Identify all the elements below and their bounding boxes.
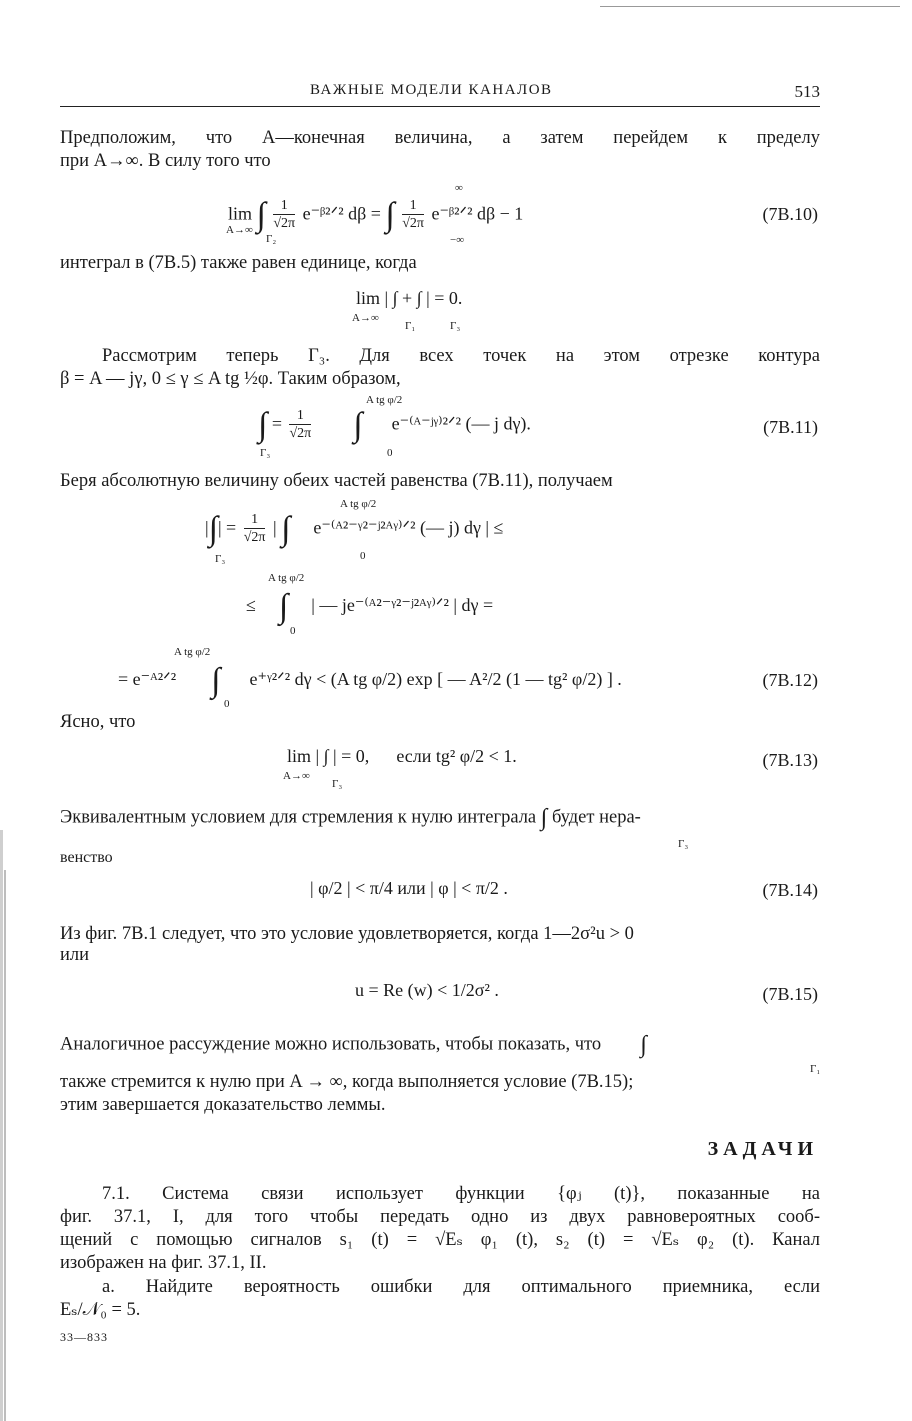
equation-number: (7B.13) xyxy=(762,750,818,770)
problem-7-1-line3: щений с помощью сигналов s₁ (t) = √Eₛ φ₁ (t), s₂ (t) = √Eₛ φ₂ (t). Канал xyxy=(60,1230,820,1250)
equation-7b12-line1: |∫| = $\frac{1}{√2\pi}$ | ∫ e⁻⁽ᴬ²⁻ᵞ²⁻ʲ²ᴬᵞ⁾ᐟ² (— j) dγ | ≤ xyxy=(205,510,504,548)
fraction: $\frac{1}{√2\pi}$ xyxy=(289,408,312,441)
equation-number: (7B.14) xyxy=(762,880,818,900)
paragraph-intro-cont: при A→∞. В силу того что xyxy=(60,151,271,171)
contour-label: Γ₂ xyxy=(266,233,277,245)
contour-label: Γ₃ xyxy=(215,553,226,565)
integral-sign: ∫ xyxy=(281,510,291,548)
paragraph-figure-cont: или xyxy=(60,945,90,965)
lim-label: lim xyxy=(356,288,381,308)
equation-limit-sum xyxy=(356,288,462,309)
fraction: $\frac{1}{√2\pi}$ xyxy=(243,512,266,545)
equation-number: (7B.12) xyxy=(762,670,818,690)
fraction: $\frac{1}{√2\pi}$ xyxy=(402,198,424,231)
paragraph-contour: Рассмотрим теперь Γ₃. Для всех точек на этом отрезке контура xyxy=(102,346,820,366)
lower-limit: 0 xyxy=(360,550,366,562)
signature-mark: 33—833 xyxy=(60,1330,108,1344)
lim-label: lim xyxy=(228,203,253,224)
lim-subscript: A→∞ xyxy=(226,224,253,236)
upper-limit: A tg φ/2 xyxy=(268,572,305,584)
integral-sign: ∫ xyxy=(256,196,266,234)
lower-limit: −∞ xyxy=(450,234,465,246)
problem-7-1-line4: изображен на фиг. 37.1, II. xyxy=(60,1253,267,1273)
condition: если tg² φ/2 < 1. xyxy=(396,746,517,766)
paragraph-intro: Предположим, что A—конечная величина, а затем перейдем к пределу xyxy=(60,128,820,148)
upper-limit: A tg φ/2 xyxy=(366,394,403,406)
top-scan-rule xyxy=(600,6,900,7)
integrand-rhs: e⁻ᵝ²ᐟ² dβ − 1 xyxy=(431,203,524,224)
integrand: e⁺ᵞ²ᐟ² dγ < (A tg φ/2) exp [ — A²/2 (1 — tg² φ/2) ] . xyxy=(249,669,622,690)
paragraph-absolute: Беря абсолютную величину обеих частей равенства (7В.11), получаем xyxy=(60,471,613,491)
integral-sign: ∫ xyxy=(258,406,268,444)
upper-limit: A tg φ/2 xyxy=(174,646,211,658)
paragraph-clearly: Ясно, что xyxy=(60,712,136,732)
running-head xyxy=(60,82,820,106)
integral-sign: ∫ xyxy=(640,1032,647,1058)
paragraph-integral: интеграл в (7В.5) также равен единице, когда xyxy=(60,253,417,273)
integrand: e⁻ᵝ²ᐟ² dβ = xyxy=(302,203,381,224)
equation-number: (7B.10) xyxy=(762,204,818,224)
equation-number: (7B.15) xyxy=(762,984,818,1004)
header-rule xyxy=(60,106,820,107)
section-title: ЗАДАЧИ xyxy=(707,1138,818,1160)
limit-body: | ∫ + ∫ | = 0. xyxy=(384,288,463,308)
contour-label: Γ₃ xyxy=(332,778,343,790)
contour-label: Γ₃ xyxy=(678,838,689,850)
running-title: ВАЖНЫЕ МОДЕЛИ КАНАЛОВ xyxy=(310,82,553,98)
integral-sign: ∫ xyxy=(385,196,395,234)
lim-subscript: A→∞ xyxy=(352,312,379,324)
contour-label: Γ₃ xyxy=(450,320,461,332)
lower-limit: 0 xyxy=(224,698,230,710)
upper-limit: ∞ xyxy=(455,182,463,194)
paragraph-figure: Из фиг. 7В.1 следует, что это условие удовлетворяется, когда 1—2σ²u > 0 xyxy=(60,924,634,944)
contour-label: Γ₁ xyxy=(405,320,416,332)
lower-limit: 0 xyxy=(290,625,296,637)
equation-7b12-line3: = e⁻ᴬ²ᐟ² ∫ e⁺ᵞ²ᐟ² dγ < (A tg φ/2) exp [ — A²/2 (1 — tg² φ/2) ] . xyxy=(118,662,622,699)
paragraph-analogous-end: этим завершается доказательство леммы. xyxy=(60,1095,386,1115)
equation-7b11: ∫ = $\frac{1}{√2\pi}$ ∫ e⁻⁽ᴬ⁻ʲᵞ⁾²ᐟ² (— j dγ). xyxy=(258,406,531,444)
paragraph-equivalent: Эквивалентным условием для стремления к нулю интеграла ∫ будет нера- xyxy=(60,805,641,831)
integral-sign: ∫ xyxy=(540,805,548,831)
upper-limit: A tg φ/2 xyxy=(340,498,377,510)
problem-7-1a: а. Найдите вероятность ошибки для оптимального приемника, если xyxy=(102,1277,820,1297)
equation-number: (7B.11) xyxy=(763,417,818,437)
problem-7-1a-cont: Eₛ/𝒩₀ = 5. xyxy=(60,1300,141,1320)
equation-7b10 xyxy=(228,198,523,233)
problem-7-1-line2: фиг. 37.1, I, для того чтобы передать одно из двух равновероятных сооб- xyxy=(60,1207,820,1227)
binding-edge xyxy=(0,830,10,1421)
equation-7b13 xyxy=(287,746,517,767)
equation-7b14: | φ/2 | < π/4 или | φ | < π/2 . xyxy=(310,878,508,898)
fraction: $\frac{1}{√2\pi}$ xyxy=(273,198,296,231)
integrand: e⁻⁽ᴬ²⁻ᵞ²⁻ʲ²ᴬᵞ⁾ᐟ² (— j) dγ | ≤ xyxy=(313,517,504,538)
equation-7b12-line2: ≤ ∫ | — je⁻⁽ᴬ²⁻ᵞ²⁻ʲ²ᴬᵞ⁾ᐟ² | dγ = xyxy=(246,588,494,625)
paragraph-analogous: Аналогичное рассуждение можно использовать, чтобы показать, что ∫ xyxy=(60,1032,647,1058)
integral-sign: ∫ xyxy=(353,406,363,444)
contour-label: Γ₃ xyxy=(260,447,271,459)
paragraph-contour-cont: β = A — jγ, 0 ≤ γ ≤ A tg ½φ. Таким образом, xyxy=(60,369,401,389)
equation-7b15: u = Re (w) < 1/2σ² . xyxy=(355,980,499,1000)
lower-limit: 0 xyxy=(387,447,393,459)
page-number: 513 xyxy=(794,82,820,101)
integrand: e⁻⁽ᴬ⁻ʲᵞ⁾²ᐟ² (— j dγ). xyxy=(391,413,531,434)
lim-subscript: A→∞ xyxy=(283,770,310,782)
contour-label: Γ₁ xyxy=(810,1063,821,1075)
integrand: | — je⁻⁽ᴬ²⁻ᵞ²⁻ʲ²ᴬᵞ⁾ᐟ² | dγ = xyxy=(311,595,494,616)
limit-body: | ∫ | = 0, xyxy=(315,746,370,766)
problem-7-1: 7.1. Система связи использует функции {φⱼ (t)}, показанные на xyxy=(102,1184,820,1204)
paragraph-analogous-cont: также стремится к нулю при A → ∞, когда выполняется условие (7В.15); xyxy=(60,1072,634,1092)
integral-sign: ∫ xyxy=(208,510,218,548)
integral-sign: ∫ xyxy=(278,588,289,625)
paragraph-equivalent-cont: венство xyxy=(60,849,113,866)
lim-label: lim xyxy=(287,746,312,766)
integral-sign: ∫ xyxy=(211,662,221,699)
